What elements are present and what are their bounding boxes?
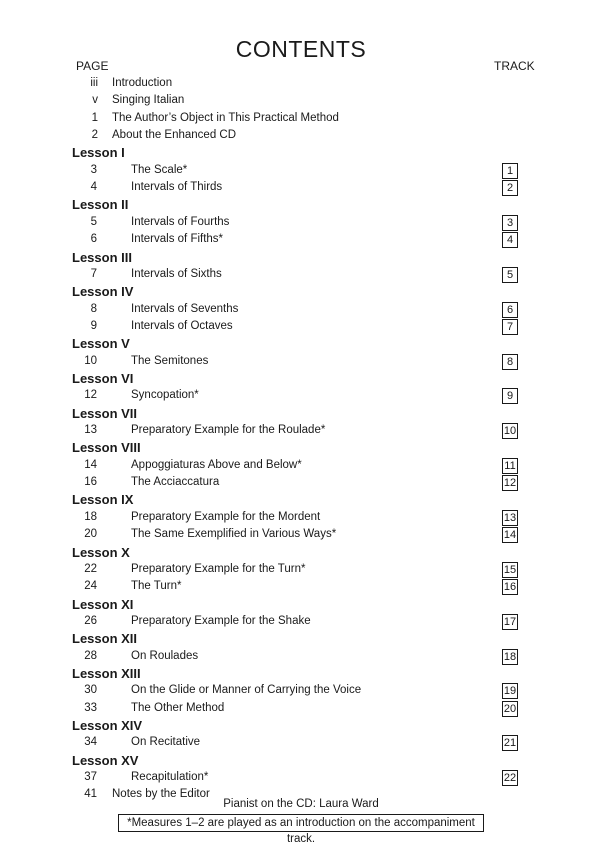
entry-title: Syncopation* [131, 389, 199, 402]
lesson-heading: Lesson VI [72, 371, 134, 386]
track-number-box: 1 [502, 163, 518, 179]
track-number-box: 3 [502, 215, 518, 231]
track-number-box: 4 [502, 232, 518, 248]
track-number-box: 20 [503, 702, 517, 715]
entry-page-number: 28 [84, 649, 97, 662]
entry-title: Recapitulation* [131, 771, 209, 783]
entry-page-number: 6 [90, 233, 97, 246]
measures-footnote: *Measures 1–2 are played as an introduction on the accompaniment track. [118, 814, 484, 832]
entry-page-number: 9 [90, 319, 97, 332]
track-number-box: 13 [503, 511, 517, 524]
track-number-box: 22 [503, 772, 517, 784]
lesson-heading: Lesson XIV [72, 718, 143, 733]
toc-entry [0, 422, 602, 439]
lesson-heading: Lesson X [72, 544, 130, 560]
entry-title: About the Enhanced CD [112, 129, 237, 141]
lesson-heading: Lesson XI [72, 596, 134, 612]
entry-page-number: 24 [84, 580, 97, 593]
track-number-box: 12 [503, 477, 517, 490]
entry-title: The Other Method [131, 701, 225, 714]
entry-page-number: 8 [90, 302, 97, 315]
entry-title: On Recitative [131, 736, 201, 749]
toc-entry [0, 526, 602, 543]
track-number-box: 14 [503, 529, 517, 542]
entry-page-number: 41 [84, 788, 97, 801]
toc-entry [0, 561, 602, 578]
pianist-credit: Pianist on the CD: Laura Ward [223, 798, 379, 810]
entry-page-number: 10 [84, 354, 97, 367]
entry-page-number: 34 [84, 736, 97, 749]
entry-title: Preparatory Example for the Shake [131, 614, 311, 627]
entry-page-number: 12 [84, 389, 97, 402]
entry-title: Intervals of Fourths [131, 215, 230, 228]
entry-title: Intervals of Thirds [131, 181, 223, 194]
track-number-box: 8 [502, 354, 518, 370]
entry-title: The Turn* [131, 580, 182, 593]
entry-page-number: v [92, 94, 98, 107]
track-number-box: 11 [502, 458, 518, 474]
entry-page-number: 13 [84, 424, 97, 436]
entry-page-number: 16 [84, 476, 97, 489]
lesson-heading: Lesson XV [72, 752, 139, 768]
entry-page-number: 4 [90, 181, 97, 194]
entry-page-number: 20 [84, 528, 97, 541]
entry-page-number: 3 [90, 163, 97, 176]
entry-title: Preparatory Example for the Roulade* [131, 424, 326, 436]
entry-title: Intervals of Sixths [131, 267, 222, 280]
lesson-heading: Lesson XII [72, 631, 138, 647]
entry-page-number: 33 [84, 701, 97, 714]
lesson-heading: Lesson XIII [72, 665, 141, 681]
lesson-heading: Lesson II [72, 197, 129, 213]
entry-page-number: 14 [84, 458, 97, 471]
track-number-box: 10 [503, 425, 517, 437]
entry-page-number: 26 [84, 614, 97, 627]
track-number-box: 5 [502, 267, 518, 283]
toc-entry [0, 318, 602, 335]
entry-page-number: 22 [84, 562, 97, 575]
toc-entry [0, 648, 602, 665]
toc-entry [0, 700, 602, 717]
entry-title: On the Glide or Manner of Carrying the Voice [131, 684, 362, 697]
entry-title: Appoggiaturas Above and Below* [131, 458, 302, 471]
entry-title: Preparatory Example for the Mordent [131, 510, 321, 523]
lesson-heading: Lesson III [72, 249, 132, 265]
toc-entry [0, 734, 602, 751]
toc-entry [0, 474, 602, 491]
toc-entry [0, 682, 602, 699]
track-number-box: 2 [502, 180, 518, 196]
track-column-header: TRACK [494, 59, 535, 73]
lesson-heading: Lesson V [72, 336, 130, 352]
entry-title: The Author’s Object in This Practical Method [112, 111, 339, 124]
toc-entry [0, 214, 602, 231]
entry-title: The Acciaccatura [131, 476, 220, 489]
toc-entry [0, 578, 602, 595]
entry-title: Introduction [112, 77, 173, 89]
lesson-heading: Lesson IX [72, 492, 134, 508]
toc-entry [0, 92, 602, 109]
lesson-heading: Lesson I [72, 145, 125, 161]
entry-title: Intervals of Fifths* [131, 233, 224, 246]
entry-title: The Scale* [131, 163, 188, 176]
entry-title: The Semitones [131, 354, 209, 367]
toc-entry [0, 353, 602, 370]
entry-page-number: 2 [91, 129, 98, 141]
track-number-box: 19 [503, 685, 517, 698]
toc-entry [0, 162, 602, 179]
toc-entry [0, 457, 602, 474]
toc-entry [0, 127, 602, 144]
entry-title: Preparatory Example for the Turn* [131, 562, 306, 575]
entry-page-number: 1 [91, 111, 98, 124]
toc-entry [0, 75, 602, 92]
toc-entry [0, 266, 602, 283]
toc-entry [0, 769, 602, 786]
track-number-box: 16 [503, 581, 517, 594]
toc-entry [0, 301, 602, 318]
entry-title: Notes by the Editor [112, 788, 210, 801]
toc-entry [0, 387, 602, 404]
track-number-box: 21 [503, 737, 517, 750]
entry-page-number: 37 [84, 771, 97, 783]
lesson-heading: Lesson IV [72, 284, 134, 300]
entry-title: Intervals of Sevenths [131, 302, 239, 315]
toc-entry [0, 509, 602, 526]
entry-title: The Same Exemplified in Various Ways* [131, 528, 337, 541]
track-number-box: 6 [502, 302, 518, 318]
track-number-box: 7 [502, 319, 518, 335]
track-number-box: 17 [503, 615, 517, 628]
entry-title: Singing Italian [112, 94, 185, 107]
entry-title: Intervals of Octaves [131, 319, 233, 332]
page-column-header: PAGE [76, 59, 109, 73]
lesson-heading: Lesson VIII [72, 440, 141, 456]
entry-page-number: 7 [90, 267, 97, 280]
entry-title: On Roulades [131, 649, 199, 662]
toc-entry [0, 179, 602, 196]
entry-page-number: 5 [90, 215, 97, 228]
toc-entry [0, 231, 602, 248]
track-number-box: 9 [502, 388, 518, 404]
lesson-heading: Lesson VII [72, 405, 138, 421]
entry-page-number: 30 [84, 684, 97, 697]
page-title: CONTENTS [235, 36, 367, 62]
entry-page-number: 18 [84, 510, 97, 523]
track-number-box: 15 [503, 563, 517, 576]
track-number-box: 18 [503, 650, 517, 663]
toc-entry [0, 110, 602, 127]
entry-page-number: iii [90, 77, 98, 89]
toc-entry [0, 613, 602, 630]
